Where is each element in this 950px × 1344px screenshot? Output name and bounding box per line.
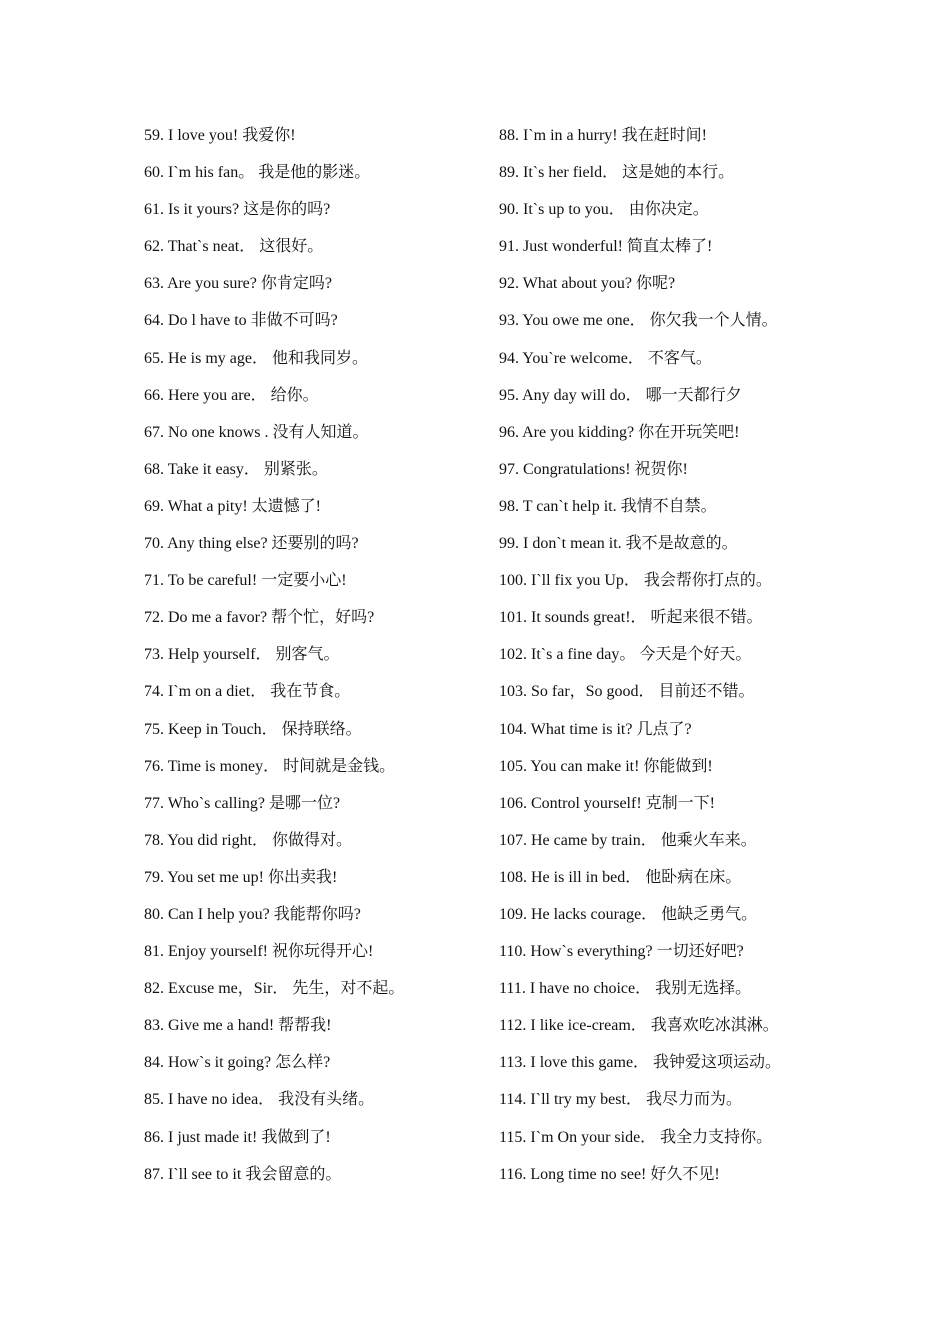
- phrase-line: 76. Time is money． 时间就是金钱。: [144, 757, 396, 775]
- phrase-line: 82. Excuse me，Sir． 先生，对不起。: [144, 980, 405, 998]
- phrase-line: 101. It sounds great!． 听起来很不错。: [499, 609, 763, 627]
- phrase-line: 62. That`s neat． 这很好。: [144, 238, 324, 256]
- phrase-line: 104. What time is it? 几点了?: [499, 720, 692, 738]
- phrase-line: 90. It`s up to you． 由你决定。: [499, 201, 709, 219]
- phrase-line: 113. I love this game． 我钟爱这项运动。: [499, 1054, 782, 1072]
- phrase-line: 78. You did right． 你做得对。: [144, 831, 353, 849]
- phrase-line: 84. How`s it going? 怎么样?: [144, 1054, 331, 1072]
- phrase-line: 105. You can make it! 你能做到!: [499, 757, 713, 775]
- phrase-line: 98. T can`t help it. 我情不自禁。: [499, 497, 717, 515]
- phrase-line: 103. So far，So good． 目前还不错。: [499, 683, 755, 701]
- phrase-line: 71. To be careful! 一定要小心!: [144, 572, 347, 590]
- phrase-line: 79. You set me up! 你出卖我!: [144, 868, 338, 886]
- phrase-line: 107. He came by train． 他乘火车来。: [499, 831, 757, 849]
- phrase-line: 80. Can I help you? 我能帮你吗?: [144, 905, 361, 923]
- phrase-line: 66. Here you are． 给你。: [144, 386, 319, 404]
- phrase-line: 112. I like ice-cream． 我喜欢吃冰淇淋。: [499, 1017, 779, 1035]
- phrase-line: 69. What a pity! 太遗憾了!: [144, 497, 322, 515]
- phrase-line: 64. Do l have to 非做不可吗?: [144, 312, 338, 330]
- phrase-line: 111. I have no choice． 我别无选择。: [499, 980, 752, 998]
- phrase-line: 97. Congratulations! 祝贺你!: [499, 460, 688, 478]
- phrase-line: 77. Who`s calling? 是哪一位?: [144, 794, 341, 812]
- phrase-line: 83. Give me a hand! 帮帮我!: [144, 1017, 332, 1035]
- phrase-line: 115. I`m On your side． 我全力支持你。: [499, 1128, 773, 1146]
- phrase-line: 96. Are you kidding? 你在开玩笑吧!: [499, 423, 740, 441]
- phrase-line: 87. I`ll see to it 我会留意的。: [144, 1165, 342, 1183]
- phrase-line: 91. Just wonderful! 简直太棒了!: [499, 238, 713, 256]
- right-phrase-column: [499, 124, 919, 1200]
- phrase-line: 59. I love you! 我爱你!: [144, 127, 296, 144]
- phrase-line: 93. You owe me one． 你欠我一个人情。: [499, 312, 778, 330]
- phrase-line: 70. Any thing else? 还要别的吗?: [144, 535, 359, 553]
- phrase-line: 89. It`s her field． 这是她的本行。: [499, 164, 735, 182]
- phrase-line: 72. Do me a favor? 帮个忙，好吗?: [144, 609, 375, 627]
- phrase-line: 92. What about you? 你呢?: [499, 275, 676, 293]
- phrase-line: 95. Any day will do． 哪一天都行夕: [499, 386, 742, 404]
- phrase-line: 114. I`ll try my best． 我尽力而为。: [499, 1091, 742, 1109]
- phrase-line: 102. It`s a fine day。 今天是个好天。: [499, 646, 752, 664]
- phrase-line: 67. No one knows . 没有人知道。: [144, 423, 369, 441]
- phrase-line: 94. You`re welcome． 不客气。: [499, 349, 712, 367]
- phrase-line: 75. Keep in Touch． 保持联络。: [144, 720, 362, 738]
- phrase-line: 60. I`m his fan。 我是他的影迷。: [144, 164, 371, 182]
- phrase-line: 109. He lacks courage． 他缺乏勇气。: [499, 905, 758, 923]
- phrase-line: 86. I just made it! 我做到了!: [144, 1128, 331, 1146]
- phrase-line: 68. Take it easy． 别紧张。: [144, 460, 328, 478]
- left-phrase-column: [144, 124, 484, 1200]
- phrase-line: 99. I don`t mean it. 我不是故意的。: [499, 535, 738, 553]
- phrase-line: 81. Enjoy yourself! 祝你玩得开心!: [144, 943, 374, 961]
- phrase-line: 110. How`s everything? 一切还好吧?: [499, 943, 744, 961]
- phrase-line: 100. I`ll fix you Up． 我会帮你打点的。: [499, 572, 772, 590]
- phrase-line: 73. Help yourself． 别客气。: [144, 646, 340, 664]
- phrase-line: 65. He is my age． 他和我同岁。: [144, 349, 368, 367]
- phrase-line: 106. Control yourself! 克制一下!: [499, 794, 715, 812]
- phrase-line: 116. Long time no see! 好久不见!: [499, 1165, 720, 1183]
- phrase-line: 85. I have no idea． 我没有头绪。: [144, 1091, 375, 1109]
- phrase-line: 61. Is it yours? 这是你的吗?: [144, 201, 331, 219]
- phrase-line: 63. Are you sure? 你肯定吗?: [144, 275, 332, 293]
- phrase-line: 74. I`m on a diet． 我在节食。: [144, 683, 351, 701]
- phrase-line: 88. I`m in a hurry! 我在赶时间!: [499, 127, 707, 144]
- phrase-line: 108. He is ill in bed． 他卧病在床。: [499, 868, 742, 886]
